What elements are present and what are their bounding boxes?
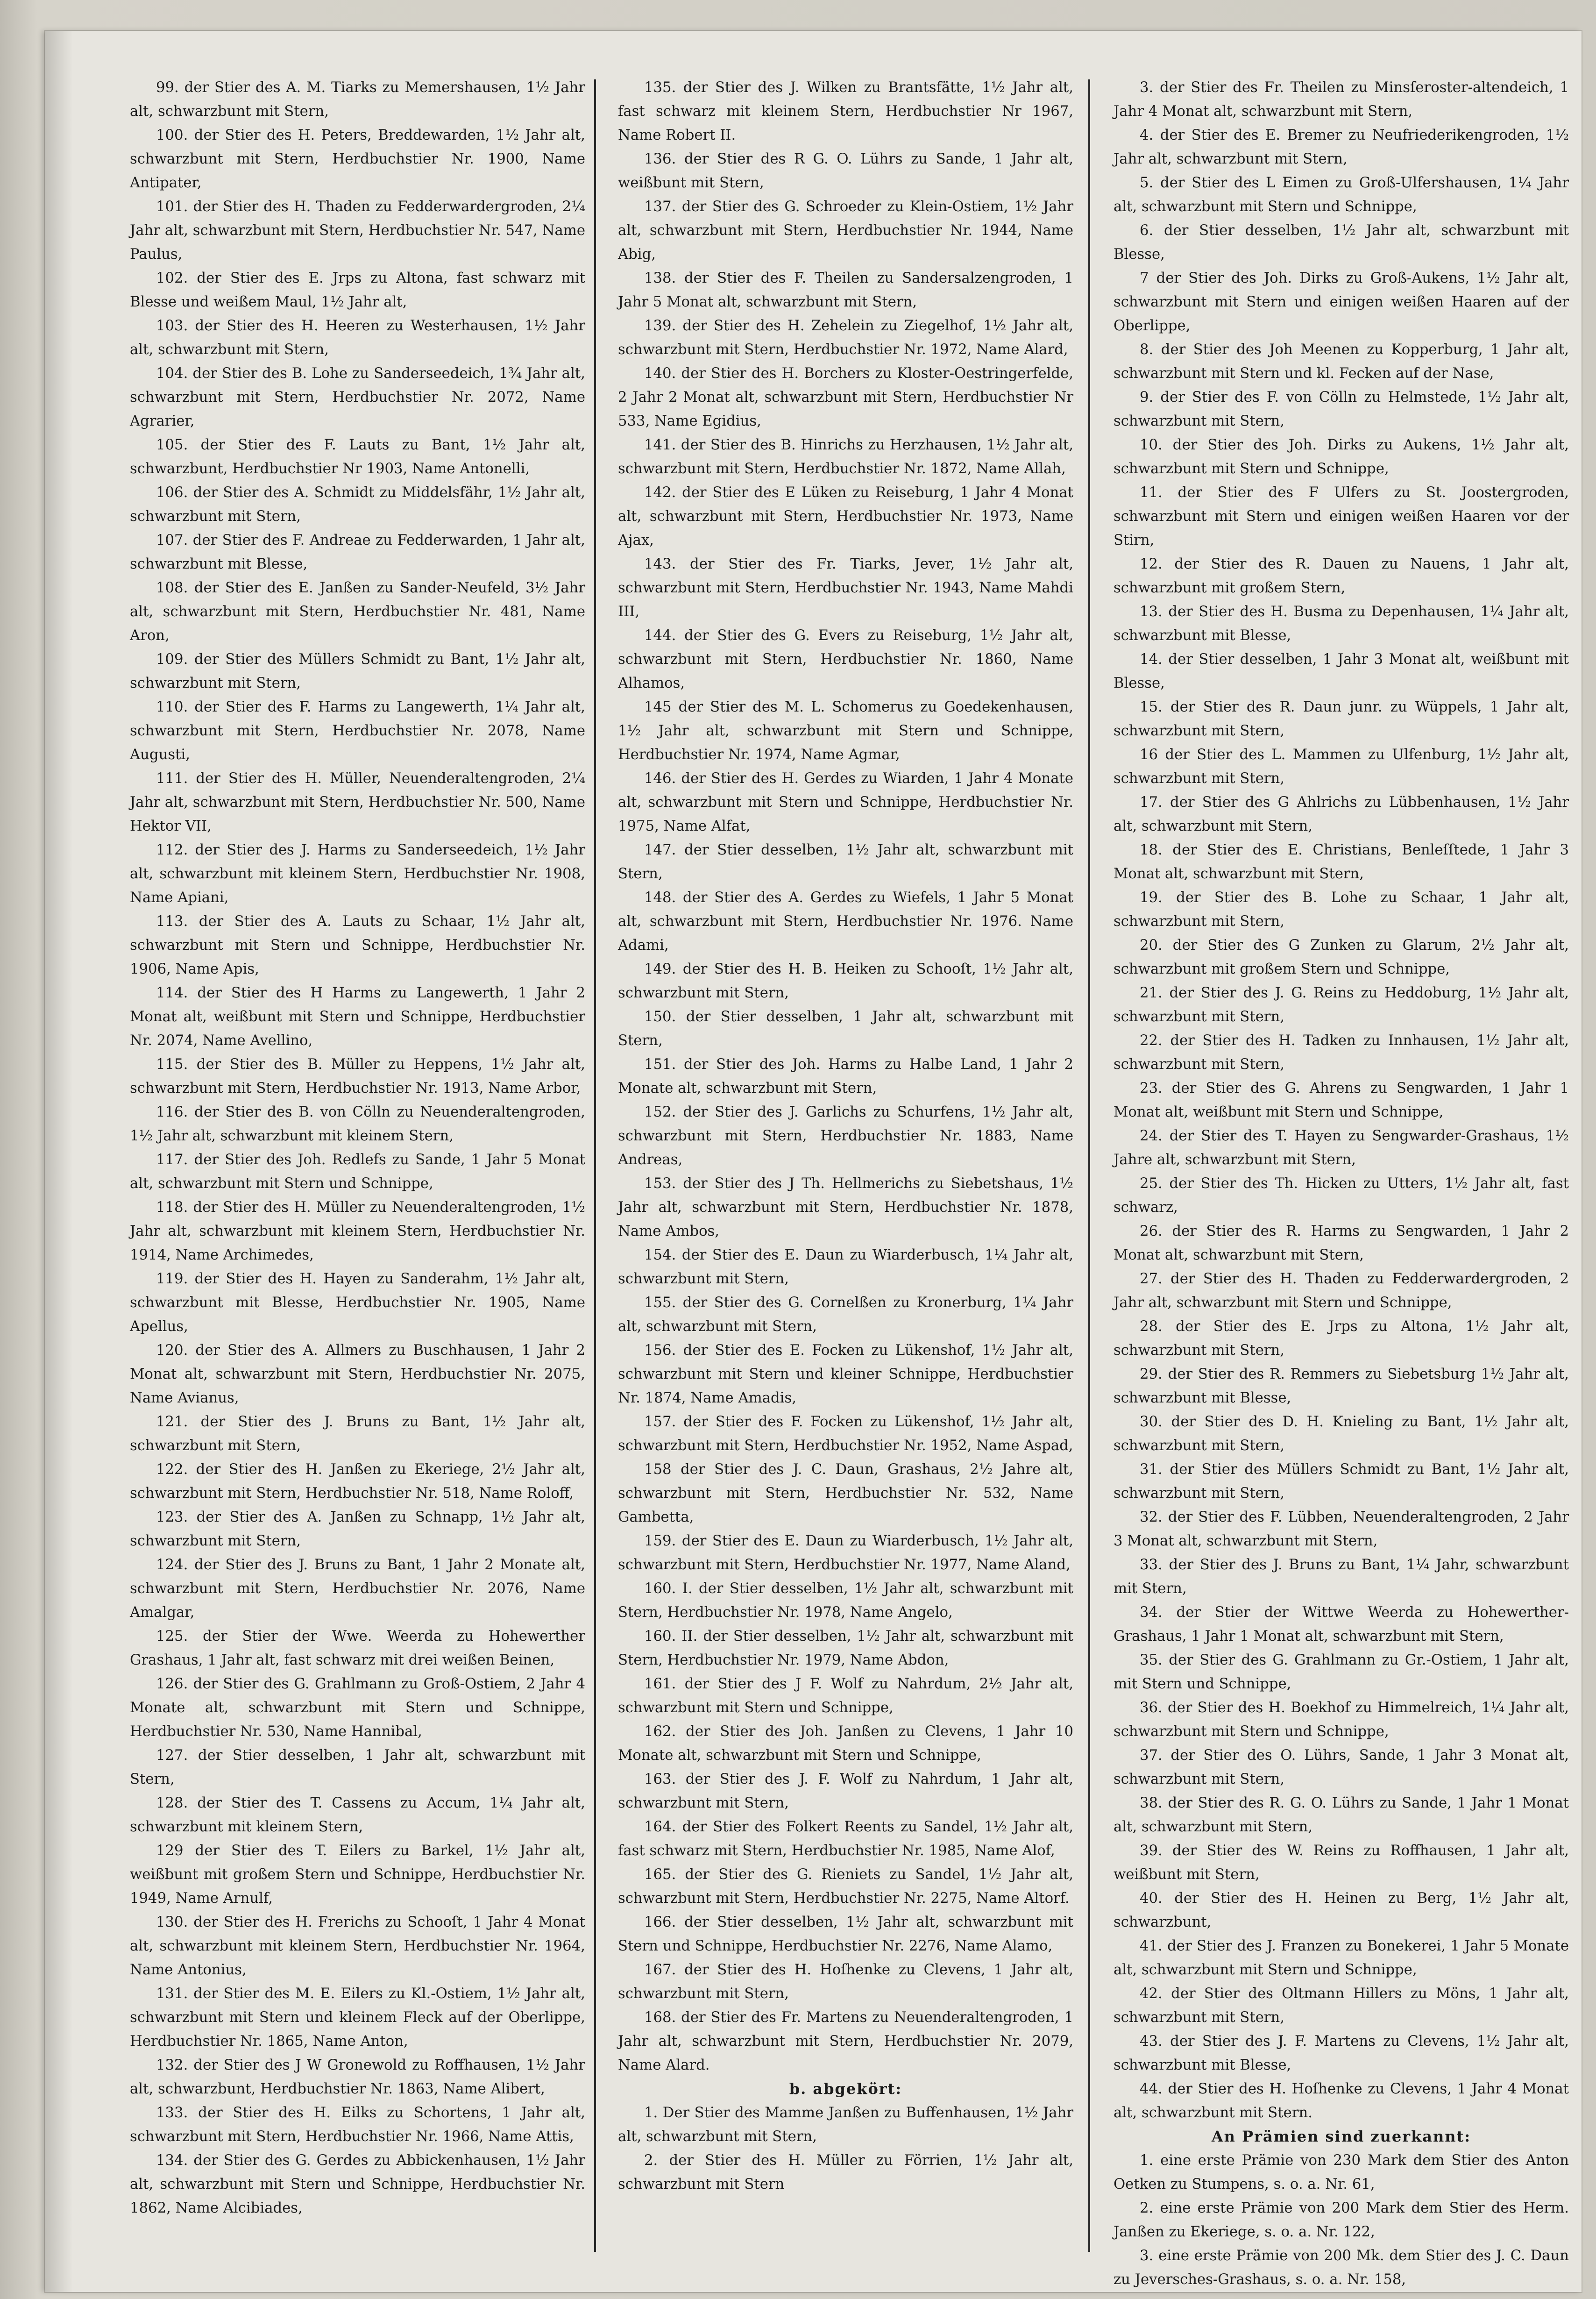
document-entry: 125. der Stier der Wwe. Weerda zu Hohewerther Grashaus, 1 Jahr alt, fast schwarz mit drei weißen Beinen, — [130, 1628, 585, 1668]
document-entry: 149. der Stier des H. B. Heiken zu Schooſt, 1½ Jahr alt, schwarzbunt mit Stern, — [618, 961, 1073, 1001]
document-entry: 16 der Stier des L. Mammen zu Ulfenburg, 1½ Jahr alt, schwarzbunt mit Stern, — [1114, 747, 1569, 787]
document-entry: 23. der Stier des G. Ahrens zu Sengwarden, 1 Jahr 1 Monat alt, weißbunt mit Stern und Schnippe, — [1114, 1080, 1569, 1120]
document-entry: 1. Der Stier des Mamme Janßen zu Buffenhausen, 1½ Jahr alt, schwarzbunt mit Stern, — [618, 2105, 1073, 2145]
document-entry: 3. eine erste Prämie von 200 Mk. dem Stier des J. C. Daun zu Jeversches-Grashaus, s. o. a. Nr. 158, — [1114, 2248, 1569, 2288]
document-entry: 141. der Stier des B. Hinrichs zu Herzhausen, 1½ Jahr alt, schwarzbunt mit Stern, Herdbuchstier Nr. 1872, Name Allah, — [618, 437, 1073, 477]
document-entry: 24. der Stier des T. Hayen zu Sengwarder-Grashaus, 1½ Jahre alt, schwarzbunt mit Stern, — [1114, 1128, 1569, 1168]
document-entry: 123. der Stier des A. Janßen zu Schnapp, 1½ Jahr alt, schwarzbunt mit Stern, — [130, 1509, 585, 1549]
document-entry: 121. der Stier des J. Bruns zu Bant, 1½ Jahr alt, schwarzbunt mit Stern, — [130, 1414, 585, 1454]
document-entry: 130. der Stier des H. Frerichs zu Schooſt, 1 Jahr 4 Monat alt, schwarzbunt mit kleinem Stern, Herdbuchstier Nr. 1964, Name Antonius, — [130, 1914, 585, 1978]
document-entry: 26. der Stier des R. Harms zu Sengwarden, 1 Jahr 2 Monat alt, schwarzbunt mit Stern, — [1114, 1223, 1569, 1263]
document-entry: 118. der Stier des H. Müller zu Neuenderaltengroden, 1½ Jahr alt, schwarzbunt mit kleinem Stern, Herdbuchstier Nr. 1914, Name Archimedes, — [130, 1199, 585, 1263]
document-entry: 5. der Stier des L Eimen zu Groß-Ulfershausen, 1¼ Jahr alt, schwarzbunt mit Stern und Schnippe, — [1114, 175, 1569, 215]
document-entry: 106. der Stier des A. Schmidt zu Middelsfähr, 1½ Jahr alt, schwarzbunt mit Stern, — [130, 484, 585, 525]
document-entry: 37. der Stier des O. Lührs, Sande, 1 Jahr 3 Monat alt, schwarzbunt mit Stern, — [1114, 1747, 1569, 1787]
document-entry: 102. der Stier des E. Jrps zu Altona, fast schwarz mit Blesse und weißem Maul, 1½ Jahr alt, — [130, 270, 585, 310]
document-entry: 142. der Stier des E Lüken zu Reiseburg, 1 Jahr 4 Monat alt, schwarzbunt mit Stern, Herdbuchstier Nr. 1973, Name Ajax, — [618, 484, 1073, 548]
document-entry: 155. der Stier des G. Cornelßen zu Kronerburg, 1¼ Jahr alt, schwarzbunt mit Stern, — [618, 1295, 1073, 1335]
document-entry: 4. der Stier des E. Bremer zu Neufriederikengroden, 1½ Jahr alt, schwarzbunt mit Stern, — [1114, 127, 1569, 167]
section-heading: An Prämien sind zuerkannt: — [1211, 2128, 1471, 2145]
document-entry: 41. der Stier des J. Franzen zu Bonekerei, 1 Jahr 5 Monate alt, schwarzbunt mit Stern und Schnippe, — [1114, 1938, 1569, 1978]
document-entry: 18. der Stier des E. Christians, Benleſſtede, 1 Jahr 3 Monat alt, schwarzbunt mit Stern, — [1114, 842, 1569, 882]
document-entry: 122. der Stier des H. Janßen zu Ekeriege, 2½ Jahr alt, schwarzbunt mit Stern, Herdbuchstier Nr. 518, Name Roloff, — [130, 1461, 585, 1502]
document-entry: 108. der Stier des E. Janßen zu Sander-Neufeld, 3½ Jahr alt, schwarzbunt mit Stern, Herdbuchstier Nr. 481, Name Aron, — [130, 580, 585, 644]
document-entry: 28. der Stier des E. Jrps zu Altona, 1½ Jahr alt, schwarzbunt mit Stern, — [1114, 1318, 1569, 1359]
document-entry: 147. der Stier desselben, 1½ Jahr alt, schwarzbunt mit Stern, — [618, 842, 1073, 882]
document-entry: 104. der Stier des B. Lohe zu Sanderseedeich, 1¾ Jahr alt, schwarzbunt mit Stern, Herdbuchstier Nr. 2072, Name Agrarier, — [130, 365, 585, 429]
document-entry: 13. der Stier des H. Busma zu Depenhausen, 1¼ Jahr alt, schwarzbunt mit Blesse, — [1114, 604, 1569, 644]
document-entry: 2. eine erste Prämie von 200 Mark dem Stier des Herm. Janßen zu Ekeriege, s. o. a. Nr. 122, — [1114, 2200, 1569, 2240]
document-entry: 128. der Stier des T. Cassens zu Accum, 1¼ Jahr alt, schwarzbunt mit kleinem Stern, — [130, 1795, 585, 1835]
document-entry: 158 der Stier des J. C. Daun, Grashaus, 2½ Jahre alt, schwarzbunt mit Stern, Herdbuchstier Nr. 532, Name Gambetta, — [618, 1461, 1073, 1525]
document-entry: 143. der Stier des Fr. Tiarks, Jever, 1½ Jahr alt, schwarzbunt mit Stern, Herdbuchstier Nr. 1943, Name Mahdi III, — [618, 556, 1073, 620]
text-column-1 — [130, 76, 585, 2262]
document-entry: 157. der Stier des F. Focken zu Lükenshof, 1½ Jahr alt, schwarzbunt mit Stern, Herdbuchstier Nr. 1952, Name Aspad, — [618, 1414, 1073, 1454]
document-entry: 39. der Stier des W. Reins zu Roffhausen, 1 Jahr alt, weißbunt mit Stern, — [1114, 1843, 1569, 1883]
document-entry: 29. der Stier des R. Remmers zu Siebetsburg 1½ Jahr alt, schwarzbunt mit Blesse, — [1114, 1366, 1569, 1406]
document-entry: 135. der Stier des J. Wilken zu Brantsfätte, 1½ Jahr alt, fast schwarz mit kleinem Stern, Herdbuchstier Nr 1967, Name Robert II. — [618, 79, 1073, 143]
document-entry: 42. der Stier des Oltmann Hillers zu Möns, 1 Jahr alt, schwarzbunt mit Stern, — [1114, 1986, 1569, 2026]
document-entry: 33. der Stier des J. Bruns zu Bant, 1¼ Jahr, schwarzbunt mit Stern, — [1114, 1557, 1569, 1597]
document-entry: 144. der Stier des G. Evers zu Reiseburg, 1½ Jahr alt, schwarzbunt mit Stern, Herdbuchstier Nr. 1860, Name Alhamos, — [618, 627, 1073, 691]
document-entry: 153. der Stier des J Th. Hellmerichs zu Siebetshaus, 1½ Jahr alt, schwarzbunt mit Stern, Herdbuchstier Nr. 1878, Name Ambos, — [618, 1175, 1073, 1239]
document-entry: 120. der Stier des A. Allmers zu Buschhausen, 1 Jahr 2 Monat alt, schwarzbunt mit Stern, Herdbuchstier Nr. 2075, Name Avianus, — [130, 1342, 585, 1406]
document-entry: 117. der Stier des Joh. Redlefs zu Sande, 1 Jahr 5 Monat alt, schwarzbunt mit Stern und Schnippe, — [130, 1152, 585, 1192]
text-column-3 — [1114, 76, 1569, 2288]
document-entry: 138. der Stier des F. Theilen zu Sandersalzengroden, 1 Jahr 5 Monat alt, schwarzbunt mit Stern, — [618, 270, 1073, 310]
document-entry: 17. der Stier des G Ahlrichs zu Lübbenhausen, 1½ Jahr alt, schwarzbunt mit Stern, — [1114, 794, 1569, 834]
document-entry: 15. der Stier des R. Daun junr. zu Wüppels, 1 Jahr alt, schwarzbunt mit Stern, — [1114, 699, 1569, 739]
page-binding-shadow — [45, 31, 73, 2292]
document-entry: 12. der Stier des R. Dauen zu Nauens, 1 Jahr alt, schwarzbunt mit großem Stern, — [1114, 556, 1569, 596]
document-entry: 9. der Stier des F. von Cölln zu Helmstede, 1½ Jahr alt, schwarzbunt mit Stern, — [1114, 389, 1569, 429]
document-entry: 109. der Stier des Müllers Schmidt zu Bant, 1½ Jahr alt, schwarzbunt mit Stern, — [130, 651, 585, 691]
section-heading: b. abgekört: — [789, 2080, 902, 2098]
document-entry: 2. der Stier des H. Müller zu Förrien, 1½ Jahr alt, schwarzbunt mit Stern — [618, 2152, 1073, 2192]
document-entry: 134. der Stier des G. Gerdes zu Abbickenhausen, 1½ Jahr alt, schwarzbunt mit Stern und Schnippe, Herdbuchstier Nr. 1862, Name Alcibiades, — [130, 2152, 585, 2216]
document-entry: 36. der Stier des H. Boekhof zu Himmelreich, 1¼ Jahr alt, schwarzbunt mit Stern und Schnippe, — [1114, 1700, 1569, 1740]
document-entry: 133. der Stier des H. Eilks zu Schortens, 1 Jahr alt, schwarzbunt mit Stern, Herdbuchstier Nr. 1966, Name Attis, — [130, 2105, 585, 2145]
document-entry: 146. der Stier des H. Gerdes zu Wiarden, 1 Jahr 4 Monate alt, schwarzbunt mit Stern und Schnippe, Herdbuchstier Nr. 1975, Name Alfat, — [618, 770, 1073, 834]
document-entry: 168. der Stier des Fr. Martens zu Neuenderaltengroden, 1 Jahr alt, schwarzbunt mit Stern, Herdbuchstier Nr. 2079, Name Alard. — [618, 2009, 1073, 2073]
document-entry: 154. der Stier des E. Daun zu Wiarderbusch, 1¼ Jahr alt, schwarzbunt mit Stern, — [618, 1247, 1073, 1287]
document-entry: 160. II. der Stier desselben, 1½ Jahr alt, schwarzbunt mit Stern, Herdbuchstier Nr. 1979, Name Abdon, — [618, 1628, 1073, 1668]
document-entry: 34. der Stier der Wittwe Weerda zu Hohewerther-Grashaus, 1 Jahr 1 Monat alt, schwarzbunt mit Stern, — [1114, 1604, 1569, 1644]
document-entry: 113. der Stier des A. Lauts zu Schaar, 1½ Jahr alt, schwarzbunt mit Stern und Schnippe, Herdbuchstier Nr. 1906, Name Apis, — [130, 913, 585, 977]
document-entry: 8. der Stier des Joh Meenen zu Kopperburg, 1 Jahr alt, schwarzbunt mit Stern und kl. Fecken auf der Nase, — [1114, 342, 1569, 382]
document-entry: 14. der Stier desselben, 1 Jahr 3 Monat alt, weißbunt mit Blesse, — [1114, 651, 1569, 691]
document-entry: 31. der Stier des Müllers Schmidt zu Bant, 1½ Jahr alt, schwarzbunt mit Stern, — [1114, 1461, 1569, 1502]
text-column-2 — [618, 76, 1073, 2262]
document-entry: 7 der Stier des Joh. Dirks zu Groß-Aukens, 1½ Jahr alt, schwarzbunt mit Stern und einigen weißen Haaren auf der Oberlippe, — [1114, 270, 1569, 334]
document-entry: 38. der Stier des R. G. O. Lührs zu Sande, 1 Jahr 1 Monat alt, schwarzbunt mit Stern, — [1114, 1795, 1569, 1835]
document-entry: 159. der Stier des E. Daun zu Wiarderbusch, 1½ Jahr alt, schwarzbunt mit Stern, Herdbuchstier Nr. 1977, Name Aland, — [618, 1533, 1073, 1573]
document-entry: 162. der Stier des Joh. Janßen zu Clevens, 1 Jahr 10 Monate alt, schwarzbunt mit Stern und Schnippe, — [618, 1723, 1073, 1764]
document-entry: 111. der Stier des H. Müller, Neuenderaltengroden, 2¼ Jahr alt, schwarzbunt mit Stern, Herdbuchstier Nr. 500, Name Hektor VII, — [130, 770, 585, 834]
document-entry: 164. der Stier des Folkert Reents zu Sandel, 1½ Jahr alt, fast schwarz mit Stern, Herdbuchstier Nr. 1985, Name Alof, — [618, 1819, 1073, 1859]
document-entry: 160. I. der Stier desselben, 1½ Jahr alt, schwarzbunt mit Stern, Herdbuchstier Nr. 1978, Name Angelo, — [618, 1580, 1073, 1621]
document-entry: 148. der Stier des A. Gerdes zu Wiefels, 1 Jahr 5 Monat alt, schwarzbunt mit Stern, Herdbuchstier Nr. 1976. Name Adami, — [618, 890, 1073, 954]
document-entry: 166. der Stier desselben, 1½ Jahr alt, schwarzbunt mit Stern und Schnippe, Herdbuchstier Nr. 2276, Name Alamo, — [618, 1914, 1073, 1954]
document-entry: 150. der Stier desselben, 1 Jahr alt, schwarzbunt mit Stern, — [618, 1009, 1073, 1049]
document-entry: 10. der Stier des Joh. Dirks zu Aukens, 1½ Jahr alt, schwarzbunt mit Stern und Schnippe, — [1114, 437, 1569, 477]
document-entry: 167. der Stier des H. Hoſhenke zu Clevens, 1 Jahr alt, schwarzbunt mit Stern, — [618, 1962, 1073, 2002]
document-entry: 99. der Stier des A. M. Tiarks zu Memershausen, 1½ Jahr alt, schwarzbunt mit Stern, — [130, 79, 585, 120]
document-entry: 43. der Stier des J. F. Martens zu Clevens, 1½ Jahr alt, schwarzbunt mit Blesse, — [1114, 2033, 1569, 2073]
document-entry: 161. der Stier des J F. Wolf zu Nahrdum, 2½ Jahr alt, schwarzbunt mit Stern und Schnippe, — [618, 1676, 1073, 1716]
document-entry: 30. der Stier des D. H. Knieling zu Bant, 1½ Jahr alt, schwarzbunt mit Stern, — [1114, 1414, 1569, 1454]
document-entry: 27. der Stier des H. Thaden zu Fedderwardergroden, 2 Jahr alt, schwarzbunt mit Stern und Schnippe, — [1114, 1271, 1569, 1311]
document-entry: 3. der Stier des Fr. Theilen zu Minsſeroster-altendeich, 1 Jahr 4 Monat alt, schwarzbunt mit Stern, — [1114, 79, 1569, 120]
document-entry: 137. der Stier des G. Schroeder zu Klein-Ostiem, 1½ Jahr alt, schwarzbunt mit Stern, Herdbuchstier Nr. 1944, Name Abig, — [618, 199, 1073, 263]
document-entry: 124. der Stier des J. Bruns zu Bant, 1 Jahr 2 Monate alt, schwarzbunt mit Stern, Herdbuchstier Nr. 2076, Name Amalgar, — [130, 1557, 585, 1621]
document-entry: 21. der Stier des J. G. Reins zu Heddoburg, 1½ Jahr alt, schwarzbunt mit Stern, — [1114, 985, 1569, 1025]
document-entry: 22. der Stier des H. Tadken zu Innhausen, 1½ Jahr alt, schwarzbunt mit Stern, — [1114, 1032, 1569, 1073]
document-entry: 156. der Stier des E. Focken zu Lükenshof, 1½ Jahr alt, schwarzbunt mit Stern und kleiner Schnippe, Herdbuchstier Nr. 1874, Name Amadis, — [618, 1342, 1073, 1406]
document-entry: 112. der Stier des J. Harms zu Sanderseedeich, 1½ Jahr alt, schwarzbunt mit kleinem Stern, Herdbuchstier Nr. 1908, Name Apiani, — [130, 842, 585, 906]
document-entry: 105. der Stier des F. Lauts zu Bant, 1½ Jahr alt, schwarzbunt, Herdbuchstier Nr 1903, Name Antonelli, — [130, 437, 585, 477]
document-entry: 115. der Stier des B. Müller zu Heppens, 1½ Jahr alt, schwarzbunt mit Stern, Herdbuchstier Nr. 1913, Name Arbor, — [130, 1056, 585, 1096]
document-entry: 1. eine erste Prämie von 230 Mark dem Stier des Anton Oetken zu Stumpens, s. o. a. Nr. 61, — [1114, 2152, 1569, 2192]
column-divider-1 — [594, 79, 596, 2252]
document-entry: 40. der Stier des H. Heinen zu Berg, 1½ Jahr alt, schwarzbunt, — [1114, 1890, 1569, 1930]
document-entry: 101. der Stier des H. Thaden zu Fedderwardergroden, 2¼ Jahr alt, schwarzbunt mit Stern, Herdbuchstier Nr. 547, Name Paulus, — [130, 199, 585, 263]
document-entry: 140. der Stier des H. Borchers zu Kloster-Oestringerfelde, 2 Jahr 2 Monat alt, schwarzbunt mit Stern, Herdbuchstier Nr 533, Name Egidius, — [618, 365, 1073, 429]
document-entry: 110. der Stier des F. Harms zu Langewerth, 1¼ Jahr alt, schwarzbunt mit Stern, Herdbuchstier Nr. 2078, Name Augusti, — [130, 699, 585, 763]
document-entry: 131. der Stier des M. E. Eilers zu Kl.-Ostiem, 1½ Jahr alt, schwarzbunt mit Stern und kleinem Fleck auf der Oberlippe, Herdbuchstier Nr. 1865, Name Anton, — [130, 1986, 585, 2050]
document-entry: 100. der Stier des H. Peters, Breddewarden, 1½ Jahr alt, schwarzbunt mit Stern, Herdbuchstier Nr. 1900, Name Antipater, — [130, 127, 585, 191]
document-entry: 163. der Stier des J. F. Wolf zu Nahrdum, 1 Jahr alt, schwarzbunt mit Stern, — [618, 1771, 1073, 1811]
column-divider-2 — [1088, 79, 1090, 2252]
document-entry: 145 der Stier des M. L. Schomerus zu Goedekenhausen, 1½ Jahr alt, schwarzbunt mit Stern und Schnippe, Herdbuchstier Nr. 1974, Name Agmar, — [618, 699, 1073, 763]
document-entry: 132. der Stier des J W Gronewold zu Roffhausen, 1½ Jahr alt, schwarzbunt, Herdbuchstier Nr. 1863, Name Alibert, — [130, 2057, 585, 2097]
document-entry: 20. der Stier des G Zunken zu Glarum, 2½ Jahr alt, schwarzbunt mit großem Stern und Schnippe, — [1114, 937, 1569, 977]
document-entry: 139. der Stier des H. Zehelein zu Ziegelhof, 1½ Jahr alt, schwarzbunt mit Stern, Herdbuchstier Nr. 1972, Name Alard, — [618, 318, 1073, 358]
document-entry: 152. der Stier des J. Garlichs zu Schurfens, 1½ Jahr alt, schwarzbunt mit Stern, Herdbuchstier Nr. 1883, Name Andreas, — [618, 1104, 1073, 1168]
document-entry: 116. der Stier des B. von Cölln zu Neuenderaltengroden, 1½ Jahr alt, schwarzbunt mit kleinem Stern, — [130, 1104, 585, 1144]
document-entry: 6. der Stier desselben, 1½ Jahr alt, schwarzbunt mit Blesse, — [1114, 222, 1569, 263]
document-entry: 35. der Stier des G. Grahlmann zu Gr.-Ostiem, 1 Jahr alt, mit Stern und Schnippe, — [1114, 1652, 1569, 1692]
document-entry: 107. der Stier des F. Andreae zu Fedderwarden, 1 Jahr alt, schwarzbunt mit Blesse, — [130, 532, 585, 572]
document-entry: 103. der Stier des H. Heeren zu Westerhausen, 1½ Jahr alt, schwarzbunt mit Stern, — [130, 318, 585, 358]
document-entry: 119. der Stier des H. Hayen zu Sanderahm, 1½ Jahr alt, schwarzbunt mit Blesse, Herdbuchstier Nr. 1905, Name Apellus, — [130, 1271, 585, 1335]
document-entry: 25. der Stier des Th. Hicken zu Utters, 1½ Jahr alt, fast schwarz, — [1114, 1175, 1569, 1216]
document-entry: 114. der Stier des H Harms zu Langewerth, 1 Jahr 2 Monat alt, weißbunt mit Stern und Schnippe, Herdbuchstier Nr. 2074, Name Avellino, — [130, 985, 585, 1049]
document-entry: 32. der Stier des F. Lübben, Neuenderaltengroden, 2 Jahr 3 Monat alt, schwarzbunt mit Stern, — [1114, 1509, 1569, 1549]
document-entry: 136. der Stier des R G. O. Lührs zu Sande, 1 Jahr alt, weißbunt mit Stern, — [618, 151, 1073, 191]
document-entry: 11. der Stier des F Ulfers zu St. Joostergroden, schwarzbunt mit Stern und einigen weißen Haaren vor der Stirn, — [1114, 484, 1569, 548]
document-entry: 151. der Stier des Joh. Harms zu Halbe Land, 1 Jahr 2 Monate alt, schwarzbunt mit Stern, — [618, 1056, 1073, 1096]
document-entry: 165. der Stier des G. Rieniets zu Sandel, 1½ Jahr alt, schwarzbunt mit Stern, Herdbuchstier Nr. 2275, Name Altorf. — [618, 1866, 1073, 1907]
document-entry: 126. der Stier des G. Grahlmann zu Groß-Ostiem, 2 Jahr 4 Monate alt, schwarzbunt mit Stern und Schnippe, Herdbuchstier Nr. 530, Name Hannibal, — [130, 1676, 585, 1740]
document-entry: 19. der Stier des B. Lohe zu Schaar, 1 Jahr alt, schwarzbunt mit Stern, — [1114, 890, 1569, 930]
document-entry: 127. der Stier desselben, 1 Jahr alt, schwarzbunt mit Stern, — [130, 1747, 585, 1787]
document-entry: 129 der Stier des T. Eilers zu Barkel, 1½ Jahr alt, weißbunt mit großem Stern und Schnippe, Herdbuchstier Nr. 1949, Name Arnulf, — [130, 1843, 585, 1907]
document-entry: 44. der Stier des H. Hoſhenke zu Clevens, 1 Jahr 4 Monat alt, schwarzbunt mit Stern. — [1114, 2081, 1569, 2121]
